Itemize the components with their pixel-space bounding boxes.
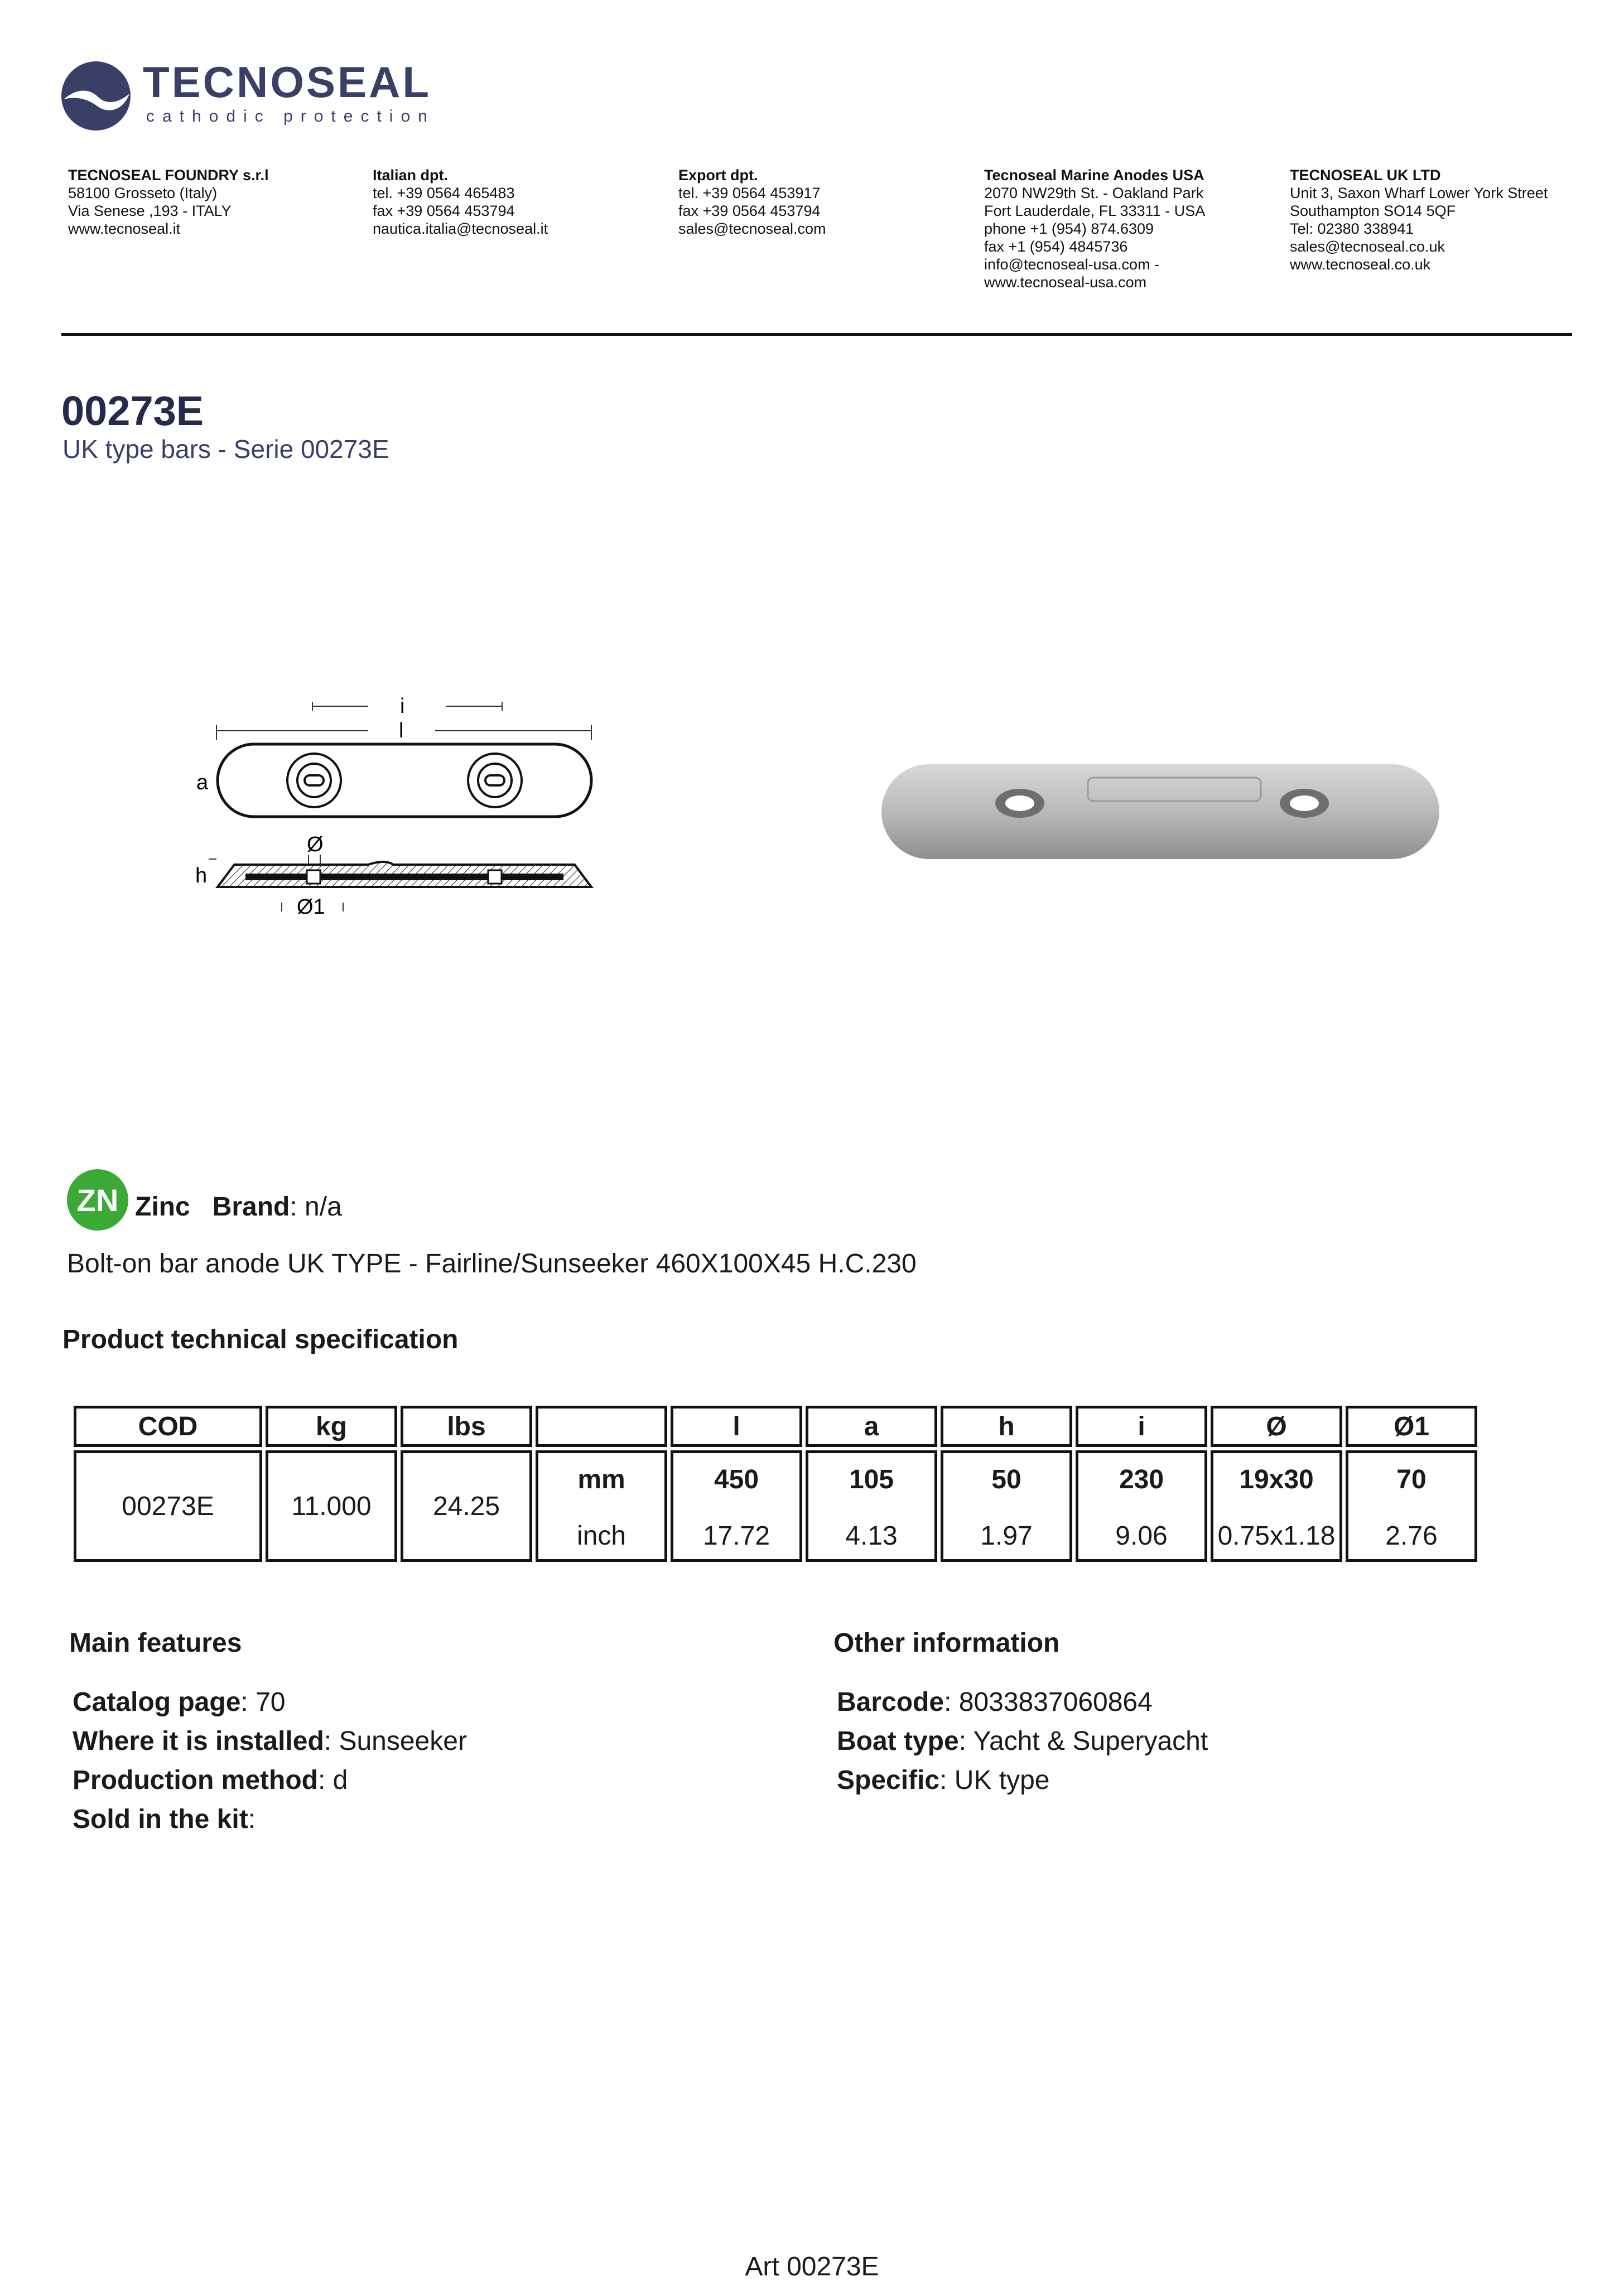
product-series: UK type bars - Serie 00273E (62, 435, 389, 464)
zinc-badge-icon: ZN (67, 1169, 128, 1231)
cell-units (536, 1450, 667, 1562)
col-header-h: h (941, 1406, 1072, 1447)
email-link[interactable]: sales@tecnoseal.com (678, 220, 826, 237)
brand-label: Brand (212, 1192, 290, 1222)
website-link[interactable]: www.tecnoseal.co.uk (1290, 256, 1431, 273)
email-link[interactable]: nautica.italia@tecnoseal.it (373, 220, 548, 237)
footer-article: Art 00273E (745, 2252, 879, 2281)
cell-cod: 00273E (74, 1450, 262, 1562)
technical-drawing (195, 686, 603, 920)
brand-value: : n/a (290, 1192, 342, 1222)
col-header-lbs: lbs (401, 1406, 532, 1447)
material-name: Zinc (135, 1192, 190, 1222)
brand-name: TECNOSEAL (143, 57, 432, 107)
other-info-heading: Other information (833, 1628, 1060, 1658)
feature-catalog-page: Catalog page: 70 (73, 1687, 286, 1717)
info-specific: Specific: UK type (837, 1766, 1050, 1795)
email-link[interactable]: sales@tecnoseal.co.uk (1290, 238, 1445, 255)
feature-sold-in-kit: Sold in the kit: (73, 1805, 256, 1834)
cell-kg: 11.000 (266, 1450, 397, 1562)
product-code: 00273E (61, 388, 204, 434)
dim-d1-label: Ø1 (297, 895, 325, 919)
contact-italian-dpt: Italian dpt. tel. +39 0564 465483 fax +39 0564 453794 nautica.italia@tecnoseal.it (373, 167, 548, 237)
col-header-d: Ø (1211, 1406, 1342, 1447)
dim-d-label: Ø (307, 833, 324, 856)
contact-uk: TECNOSEAL UK LTD Unit 3, Saxon Wharf Lower York Street Southampton SO14 5QF Tel: 02380 338941 sales@tecnoseal.co.uk www.tecnoseal.co.uk (1290, 167, 1548, 273)
cell-a: 105 4.13 (806, 1450, 937, 1562)
brand-tagline: cathodic protection (146, 107, 435, 126)
dim-i-label: i (400, 694, 405, 718)
header-divider (61, 333, 1572, 336)
contact-export-dpt: Export dpt. tel. +39 0564 453917 fax +39 0564 453794 sales@tecnoseal.com (678, 167, 826, 237)
col-header-i: i (1076, 1406, 1207, 1447)
product-description: Bolt-on bar anode UK TYPE - Fairline/Sunseeker 460X100X45 H.C.230 (67, 1249, 917, 1279)
main-features-heading: Main features (69, 1628, 242, 1658)
col-header-kg: kg (266, 1406, 397, 1447)
cell-d1: 70 2.76 (1346, 1450, 1477, 1562)
feature-production-method: Production method: d (73, 1766, 348, 1795)
feature-installed: Where it is installed: Sunseeker (73, 1726, 467, 1756)
spec-heading: Product technical specification (62, 1325, 459, 1354)
cell-d: 19x30 0.75x1.18 (1211, 1450, 1342, 1562)
cell-i: 230 9.06 (1076, 1450, 1207, 1562)
website-link[interactable]: www.tecnoseal.it (68, 220, 181, 237)
col-header-d1: Ø1 (1346, 1406, 1477, 1447)
col-header-unit (536, 1406, 667, 1447)
info-barcode: Barcode: 8033837060864 (837, 1687, 1153, 1717)
product-photo (876, 747, 1445, 870)
website-link[interactable]: www.tecnoseal-usa.com (984, 274, 1147, 291)
dim-h-label: h (195, 864, 208, 887)
spec-table (74, 1406, 1477, 1562)
col-header-a: a (806, 1406, 937, 1447)
cell-lbs: 24.25 (401, 1450, 532, 1562)
brand-logo (61, 57, 452, 133)
email-link[interactable]: info@tecnoseal-usa.com - (984, 256, 1160, 273)
material-line (135, 1194, 342, 1221)
dim-a-label: a (196, 771, 209, 794)
contact-usa: Tecnoseal Marine Anodes USA 2070 NW29th St. - Oakland Park Fort Lauderdale, FL 33311 - USA phone +1 (954) 874.6309 fax +1 (954) 4845736 info@tecnoseal-usa.com - www.tecnoseal-usa.com (984, 167, 1206, 291)
wave-logo-icon (61, 60, 134, 133)
cell-l: 450 17.72 (671, 1450, 802, 1562)
contact-foundry: TECNOSEAL FOUNDRY s.r.l 58100 Grosseto (Italy) Via Senese ,193 - ITALY www.tecnoseal.it (68, 167, 269, 237)
dim-l-label: l (399, 719, 404, 742)
unit-mm: mm (577, 1465, 625, 1494)
col-header-l: l (671, 1406, 802, 1447)
cell-h: 50 1.97 (941, 1450, 1072, 1562)
unit-inch: inch (576, 1521, 627, 1551)
info-boat-type: Boat type: Yacht & Superyacht (837, 1726, 1208, 1756)
col-header-cod: COD (74, 1406, 262, 1447)
